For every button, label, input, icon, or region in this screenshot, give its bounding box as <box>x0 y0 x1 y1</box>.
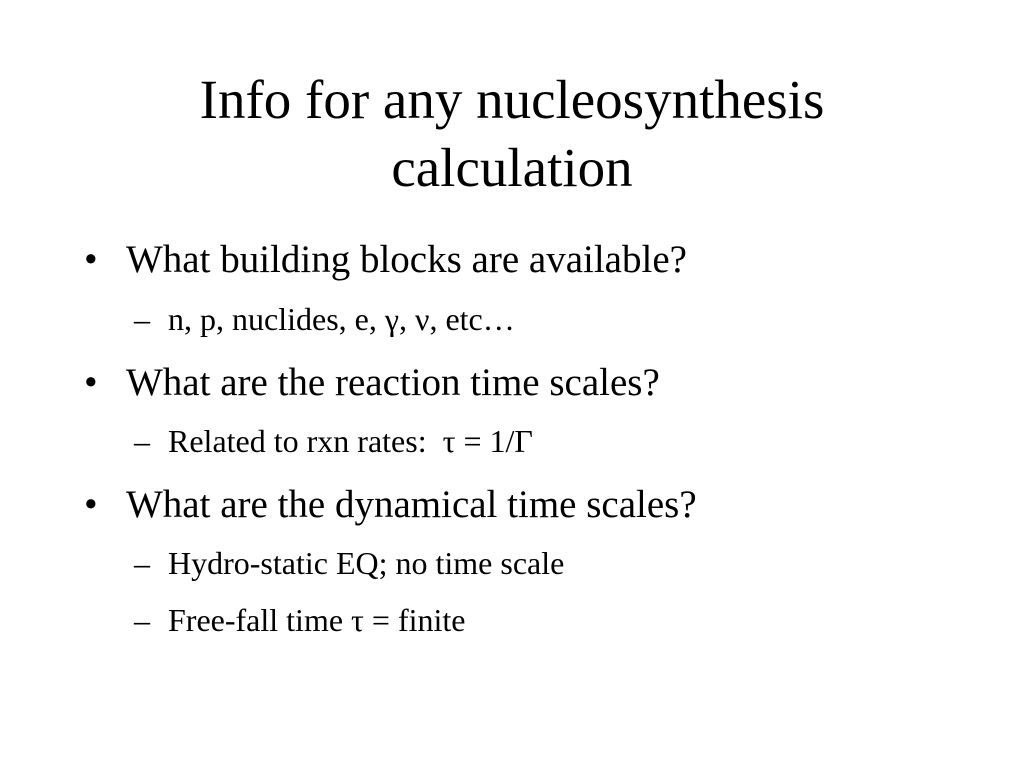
sub-bullet-item <box>134 545 564 581</box>
bullet-marker: • <box>84 361 98 404</box>
sub-bullet-text: Related to rxn rates: τ = 1/Γ <box>168 423 533 459</box>
sub-bullet-marker: – <box>134 602 150 638</box>
bullet-item <box>84 361 660 405</box>
sub-bullet-item <box>134 301 515 337</box>
bullet-text: What are the reaction time scales? <box>126 361 660 404</box>
sub-bullet-marker: – <box>134 545 150 581</box>
bullet-text: What building blocks are available? <box>126 238 687 281</box>
sub-bullet-item <box>134 423 533 459</box>
bullet-item <box>84 483 697 527</box>
slide-title-line-2: calculation <box>391 137 633 198</box>
bullet-text: What are the dynamical time scales? <box>126 483 697 526</box>
sub-bullet-text: Hydro-static EQ; no time scale <box>168 545 565 581</box>
slide-title-line-1: Info for any nucleosynthesis <box>199 69 825 130</box>
bullet-marker: • <box>84 238 98 281</box>
sub-bullet-marker: – <box>134 301 150 337</box>
sub-bullet-item <box>134 602 465 638</box>
bullet-marker: • <box>84 483 98 526</box>
sub-bullet-marker: – <box>134 423 150 459</box>
sub-bullet-text: Free-fall time τ = finite <box>168 602 466 638</box>
bullet-item <box>84 238 687 282</box>
sub-bullet-text: n, p, nuclides, e, γ, ν, etc… <box>168 301 515 337</box>
